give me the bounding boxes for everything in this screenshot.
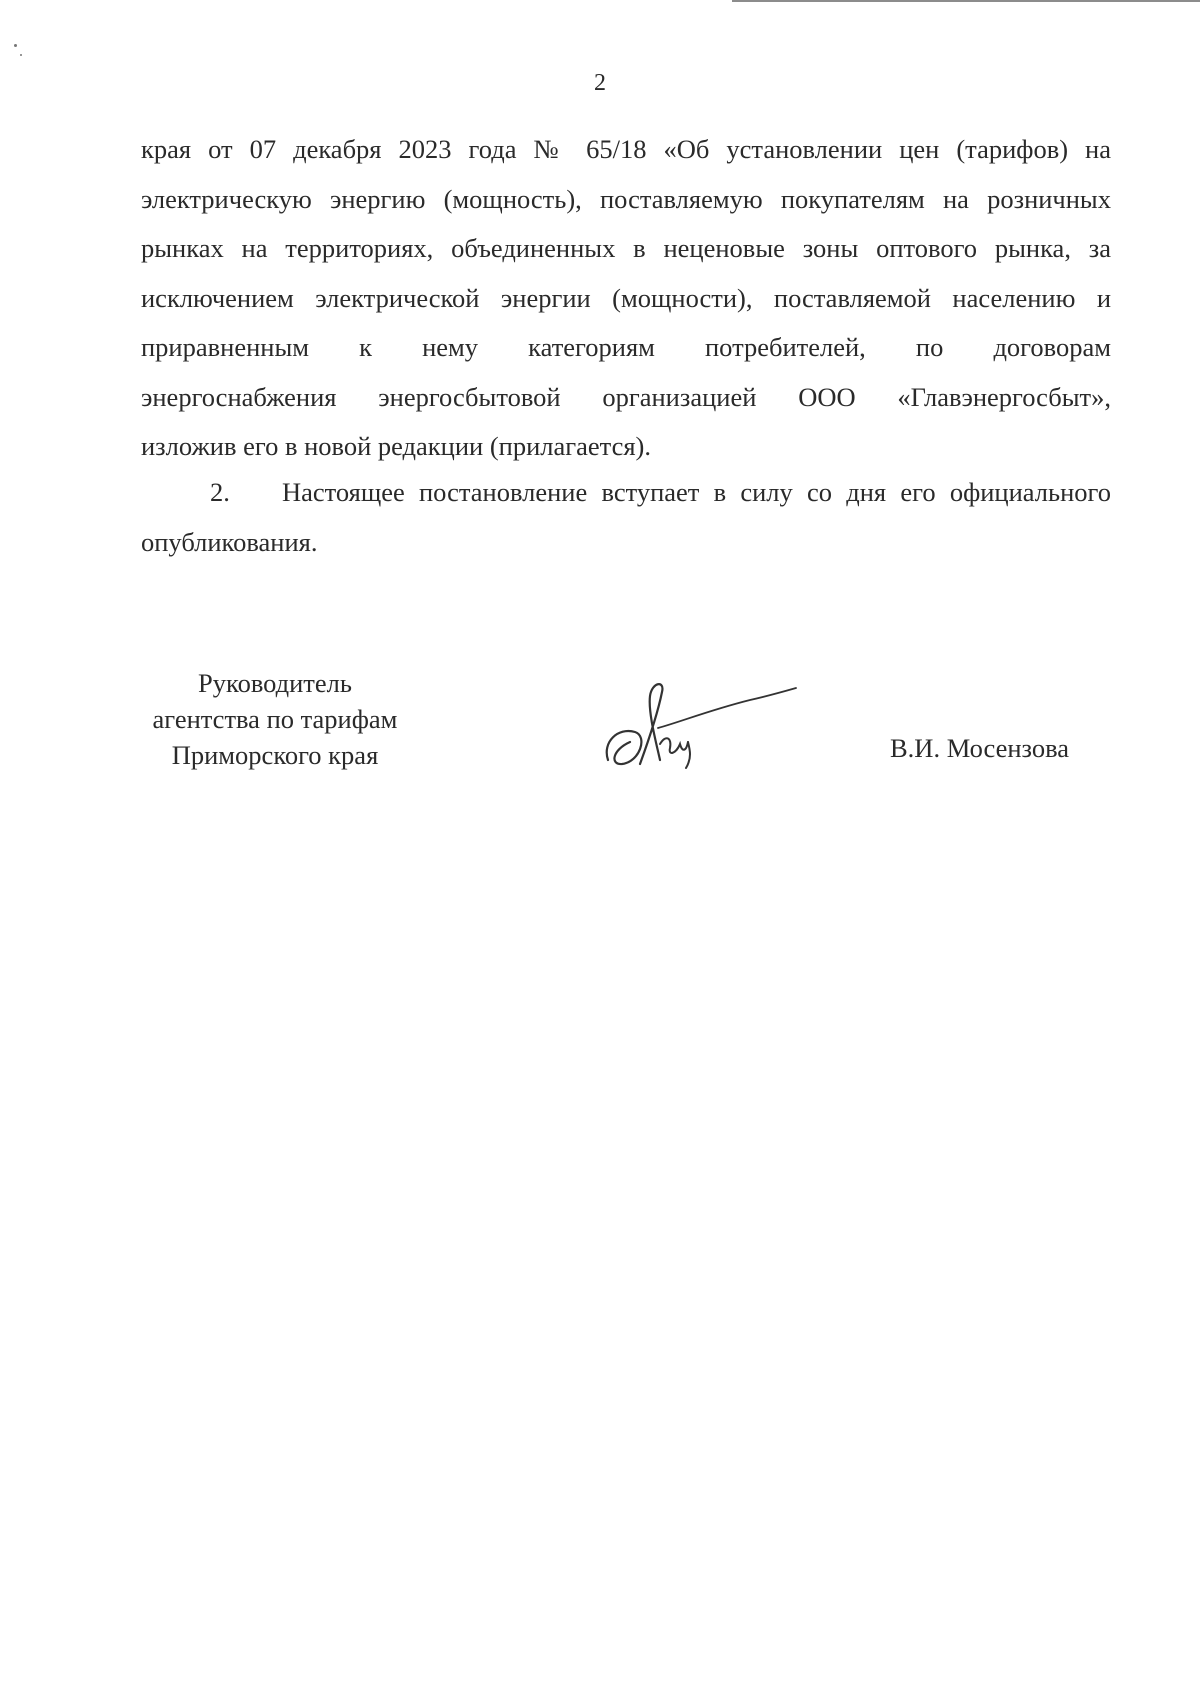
signer-name: В.И. Мосензова: [890, 733, 1070, 763]
paragraph-1: [141, 125, 1111, 472]
paragraph-text: Настоящее постановление вступает в силу со дня его официального: [282, 477, 1111, 507]
scan-speck: [14, 44, 17, 47]
scan-edge-line: [732, 0, 1200, 2]
item-number: 2.: [210, 477, 230, 507]
paragraph-line: изложив его в новой редакции (прилагается).: [141, 431, 651, 461]
paragraph-line: электрическую энергию (мощность), поставляемую покупателям на розничных: [141, 183, 1111, 214]
scan-speck: [20, 54, 22, 56]
signatory-title-line: Руководитель: [198, 668, 352, 698]
paragraph-line: опубликования.: [141, 526, 318, 557]
paragraph-line: рынках на территориях, объединенных в неценовые зоны оптового рынка, за: [141, 233, 1111, 263]
signatory-title-line: Приморского края: [171, 740, 379, 770]
signatory-title: [130, 665, 420, 773]
handwritten-signature: [600, 672, 800, 782]
page-number: 2: [594, 70, 606, 96]
paragraph-line: приравненным к нему категориям потребителей, по договорам: [141, 332, 1111, 362]
paragraph-line: исключением электрической энергии (мощности), поставляемой населению и: [141, 282, 1111, 313]
paragraph-line: [141, 468, 1111, 518]
signatory-title-line: агентства по тарифам: [152, 704, 398, 734]
paragraph-2: [141, 468, 1111, 567]
paragraph-line: края от 07 декабря 2023 года № 65/18 «Об установлении цен (тарифов) на: [141, 134, 1111, 164]
paragraph-line: энергоснабжения энергосбытовой организацией ООО «Главэнергосбыт»,: [141, 381, 1111, 412]
